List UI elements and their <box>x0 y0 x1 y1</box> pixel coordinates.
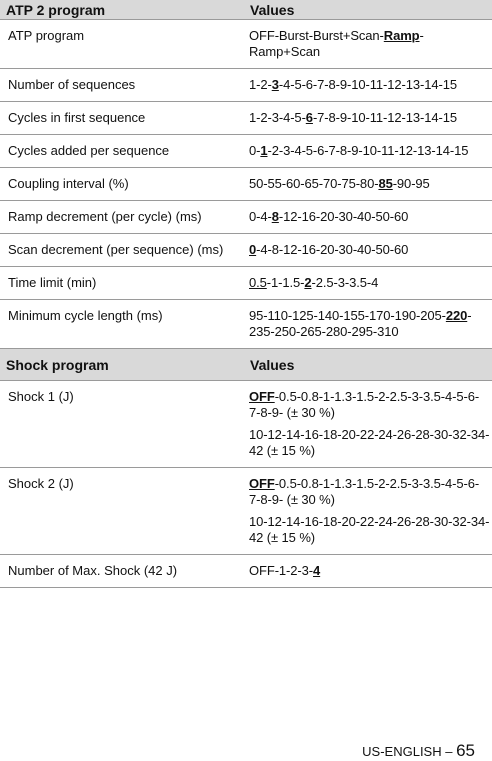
value-line <box>249 176 490 192</box>
row-values <box>244 69 492 102</box>
row-values <box>244 234 492 267</box>
row-label: Cycles in first sequence <box>0 102 244 135</box>
row-values <box>244 555 492 588</box>
value-text: -235-250-265-280-295-310 <box>249 308 472 339</box>
page-footer <box>362 741 475 761</box>
page-number: 65 <box>456 741 475 760</box>
underlined-value: 0.5 <box>249 275 267 290</box>
default-value: 2 <box>304 275 312 290</box>
table-row <box>0 300 492 349</box>
value-line <box>249 427 490 459</box>
row-label: ATP program <box>0 20 244 69</box>
default-value: 8 <box>271 209 279 224</box>
row-label: Number of sequences <box>0 69 244 102</box>
atp-table-body <box>0 20 492 349</box>
value-text: -12-16-20-30-40-50-60 <box>278 209 409 224</box>
default-value: OFF <box>249 476 275 491</box>
default-value: Ramp <box>383 28 420 43</box>
table-row <box>0 168 492 201</box>
default-value: 85 <box>378 176 393 191</box>
value-text: -0.5-0.8-1-1.3-1.5-2-2.5-3-3.5-4-5-6-7-8-9- (± 30 %) <box>249 389 480 420</box>
value-line <box>249 110 490 126</box>
value-text: -2.5-3-3.5-4 <box>311 275 379 290</box>
default-value: 220 <box>445 308 468 323</box>
row-label: Cycles added per sequence <box>0 135 244 168</box>
row-label: Scan decrement (per sequence) (ms) <box>0 234 244 267</box>
value-line <box>249 242 490 258</box>
default-value: 6 <box>305 110 313 125</box>
shock-header-values: Values <box>244 349 492 381</box>
value-text: -7-8-9-10-11-12-13-14-15 <box>312 110 457 125</box>
row-values <box>244 300 492 349</box>
row-label: Shock 2 (J) <box>0 468 244 555</box>
value-text: -4-8-12-16-20-30-40-50-60 <box>256 242 409 257</box>
value-text: -2-3-4-5-6-7-8-9-10-11-12-13-14-15 <box>267 143 469 158</box>
table-row <box>0 234 492 267</box>
value-line <box>249 308 490 340</box>
value-line <box>249 514 490 546</box>
default-value: 0 <box>249 242 257 257</box>
value-text: -1-1.5- <box>266 275 305 290</box>
row-values <box>244 20 492 69</box>
value-line <box>249 476 490 508</box>
default-value: 4 <box>313 563 321 578</box>
row-label: Number of Max. Shock (42 J) <box>0 555 244 588</box>
value-text: 0- <box>249 143 261 158</box>
row-values <box>244 201 492 234</box>
shock-table-header <box>0 349 492 381</box>
table-row <box>0 102 492 135</box>
value-line <box>249 275 490 291</box>
value-line <box>249 77 490 93</box>
table-row <box>0 468 492 555</box>
atp-table-header <box>0 0 492 20</box>
table-row <box>0 20 492 69</box>
row-values <box>244 468 492 555</box>
value-text: 0-4- <box>249 209 272 224</box>
row-values <box>244 381 492 468</box>
table-row <box>0 135 492 168</box>
value-text: OFF-Burst-Burst+Scan- <box>249 28 384 43</box>
table-row <box>0 555 492 588</box>
value-line <box>249 143 490 159</box>
row-values <box>244 168 492 201</box>
default-value: OFF <box>249 389 275 404</box>
footer-language: US-ENGLISH – <box>362 744 457 759</box>
table-row <box>0 381 492 468</box>
table-row <box>0 69 492 102</box>
row-label: Minimum cycle length (ms) <box>0 300 244 349</box>
value-line <box>249 209 490 225</box>
value-line <box>249 28 490 60</box>
row-label: Time limit (min) <box>0 267 244 300</box>
value-text: 10-12-14-16-18-20-22-24-26-28-30-32-34-42 (± 15 %) <box>249 514 490 545</box>
default-value: 3 <box>271 77 279 92</box>
row-values <box>244 102 492 135</box>
atp-header-param: ATP 2 program <box>0 0 244 20</box>
value-text: OFF-1-2-3- <box>249 563 314 578</box>
shock-header-param: Shock program <box>0 349 244 381</box>
value-text: 10-12-14-16-18-20-22-24-26-28-30-32-34-42 (± 15 %) <box>249 427 490 458</box>
row-label: Shock 1 (J) <box>0 381 244 468</box>
table-row <box>0 201 492 234</box>
value-text: 95-110-125-140-155-170-190-205- <box>249 308 446 323</box>
value-line <box>249 389 490 421</box>
value-text: 50-55-60-65-70-75-80- <box>249 176 379 191</box>
row-label: Coupling interval (%) <box>0 168 244 201</box>
row-label: Ramp decrement (per cycle) (ms) <box>0 201 244 234</box>
value-text: -Ramp+Scan <box>249 28 424 59</box>
value-text: -0.5-0.8-1-1.3-1.5-2-2.5-3-3.5-4-5-6-7-8-9- (± 30 %) <box>249 476 480 507</box>
value-text: -4-5-6-7-8-9-10-11-12-13-14-15 <box>278 77 457 92</box>
atp-header-values: Values <box>244 0 492 20</box>
value-text: -90-95 <box>392 176 430 191</box>
value-text: 1-2- <box>249 77 272 92</box>
table-row <box>0 267 492 300</box>
row-values <box>244 267 492 300</box>
value-text: 1-2-3-4-5- <box>249 110 306 125</box>
row-values <box>244 135 492 168</box>
value-line <box>249 563 490 579</box>
shock-table-body <box>0 381 492 588</box>
default-value: 1 <box>260 143 268 158</box>
